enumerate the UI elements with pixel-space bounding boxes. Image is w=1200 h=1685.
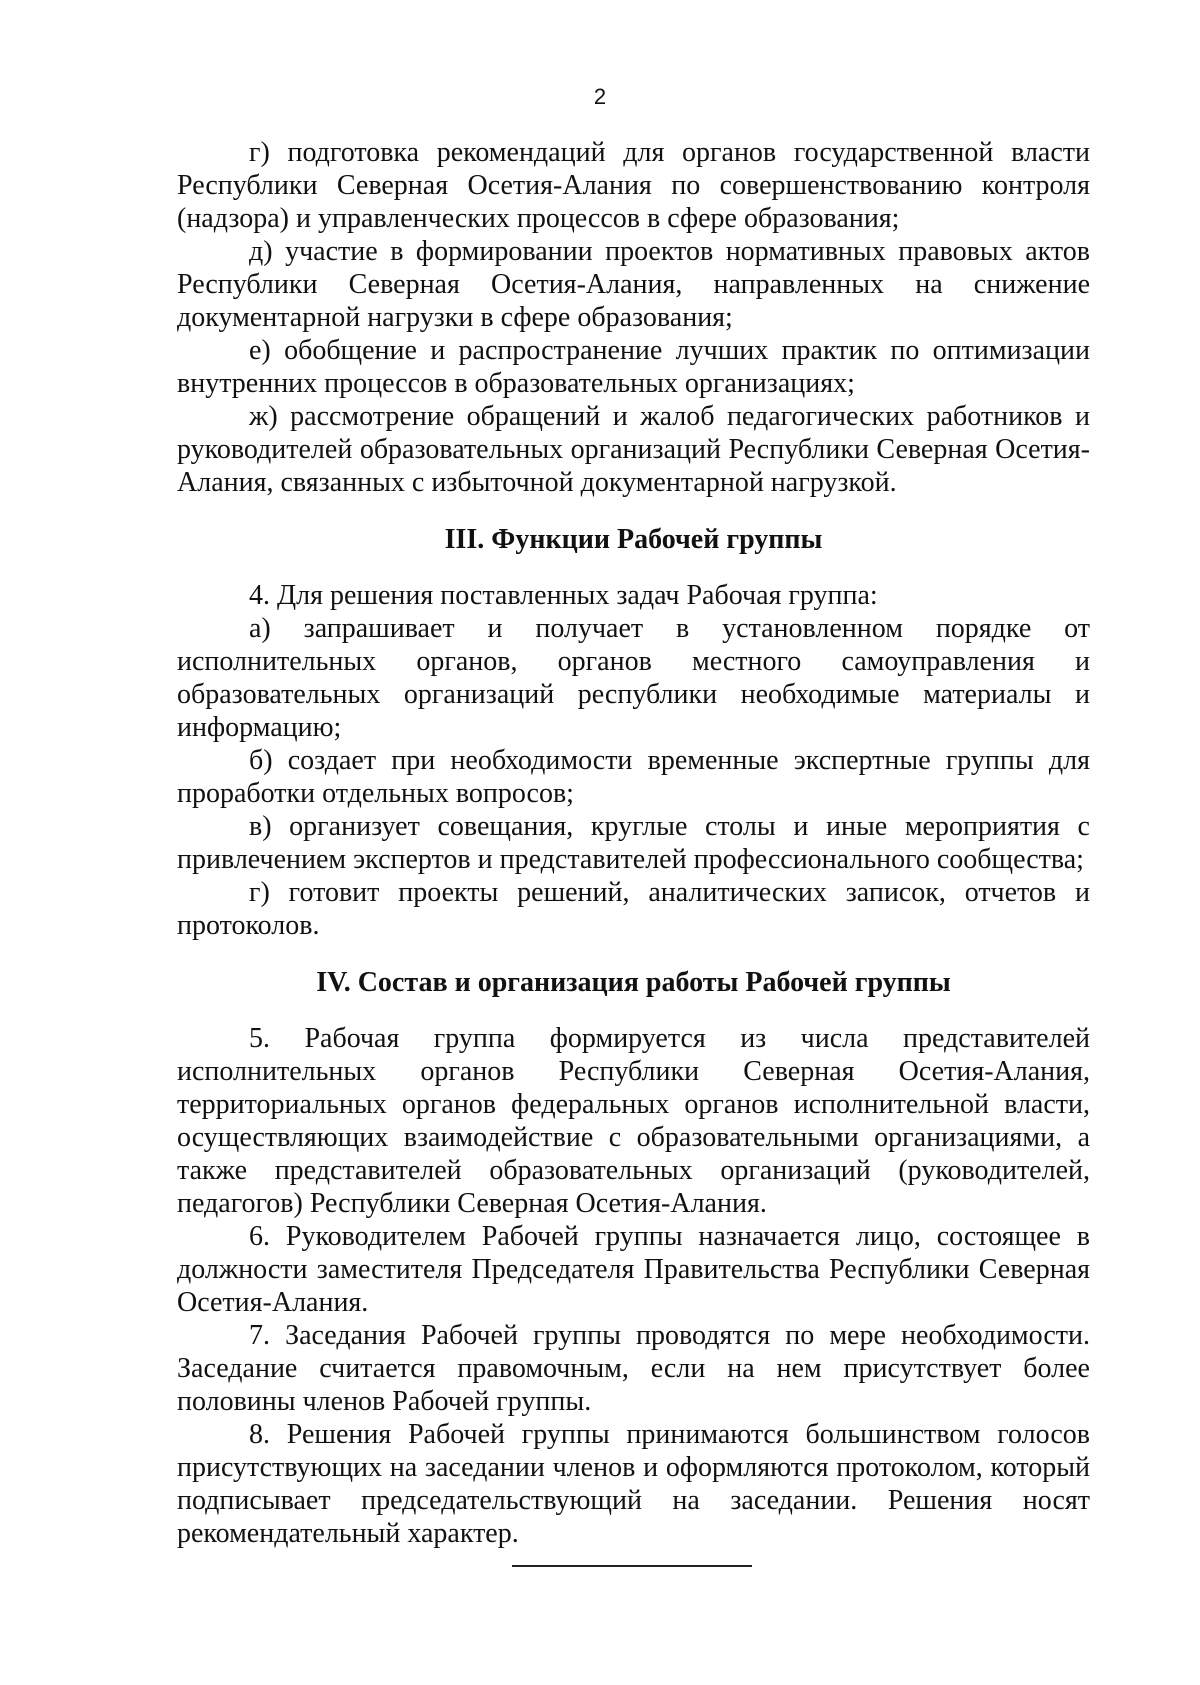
end-of-document-rule [512, 1565, 752, 1567]
clause-7: 7. Заседания Рабочей группы проводятся по мере необходимости. Заседание считается правомочным, если на нем присутствует более половины членов Рабочей группы. [177, 1320, 1090, 1417]
task-item-zh: ж) рассмотрение обращений и жалоб педагогических работников и руководителей образовательных организаций Республики Северная Осетия-Алания, связанных с избыточной документарной нагрузкой. [177, 401, 1090, 498]
task-item-g: г) подготовка рекомендаций для органов государственной власти Республики Северная Осетия-Алания по совершенствованию контроля (надзора) и управленческих процессов в сфере образования; [177, 137, 1090, 234]
task-item-d: д) участие в формировании проектов нормативных правовых актов Республики Северная Осетия-Алания, направленных на снижение документарной нагрузки в сфере образования; [177, 236, 1090, 333]
clause-6: 6. Руководителем Рабочей группы назначается лицо, состоящее в должности заместителя Председателя Правительства Республики Северная Осетия-Алания. [177, 1221, 1090, 1318]
task-item-e: е) обобщение и распространение лучших практик по оптимизации внутренних процессов в образовательных организациях; [177, 335, 1090, 399]
function-item-v: в) организует совещания, круглые столы и иные мероприятия с привлечением экспертов и представителей профессионального сообщества; [177, 811, 1090, 875]
clause-8: 8. Решения Рабочей группы принимаются большинством голосов присутствующих на заседании членов и оформляются протоколом, который подписывает председательствующий на заседании. Решения носят рекомендательный характер. [177, 1419, 1090, 1549]
document-body [177, 136, 1090, 1550]
clause-4: 4. Для решения поставленных задач Рабочая группа: [249, 580, 878, 611]
function-item-b: б) создает при необходимости временные экспертные группы для проработки отдельных вопросов; [177, 745, 1090, 809]
function-item-a: а) запрашивает и получает в установленном порядке от исполнительных органов, органов местного самоуправления и образовательных организаций республики необходимые материалы и информацию; [177, 613, 1090, 743]
section-3-heading: III. Функции Рабочей группы [444, 524, 823, 555]
section-4-heading: IV. Состав и организация работы Рабочей группы [316, 967, 951, 998]
clause-5: 5. Рабочая группа формируется из числа представителей исполнительных органов Республики Северная Осетия-Алания, территориальных органов федеральных органов исполнительной власти, осуществляющих взаимодействие с образовательными организациями, а также представителей образовательных организаций (руководителей, педагогов) Республики Северная Осетия-Алания. [177, 1023, 1090, 1219]
function-item-g: г) готовит проекты решений, аналитических записок, отчетов и протоколов. [177, 877, 1090, 941]
page-number: 2 [593, 84, 607, 109]
